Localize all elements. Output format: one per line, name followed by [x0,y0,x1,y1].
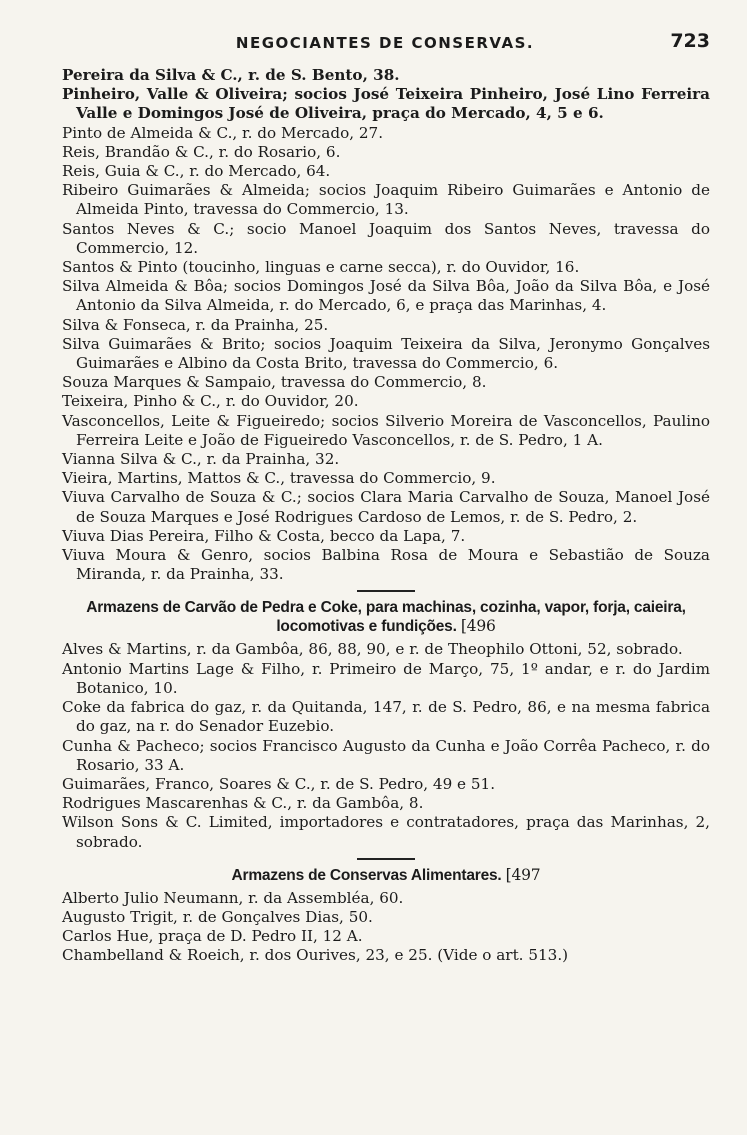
running-title: NEGOCIANTES DE CONSERVAS. [235,34,535,52]
section-conservas-list [62,66,710,584]
list-item: Vianna Silva & C., r. da Prainha, 32. [62,450,340,469]
list-item: Alberto Julio Neumann, r. da Assembléa, 60. [62,888,404,907]
list-item: Teixeira, Pinho & C., r. do Ouvidor, 20. [62,392,359,411]
list-item: Silva Guimarães & Brito; socios Joaquim Teixeira da Silva, Jeronymo Gonçalves Guimarães e Albino da Costa Brito, travessa do Commercio, 6. [62,334,710,373]
list-item: Santos Neves & C.; socio Manoel Joaquim dos Santos Neves, travessa do Commercio, 12. [62,219,710,257]
section-divider [357,590,415,592]
list-item: Guimarães, Franco, Soares & C., r. de S. Pedro, 49 e 51. [62,774,496,793]
list-item: Vasconcellos, Leite & Figueiredo; socios Silverio Moreira de Vasconcellos, Paulino Ferreira Leite e João de Figueiredo Vasconcellos, r. de S. Pedro, 1 A. [62,411,710,449]
article-reference: [496 [460,617,496,636]
list-item: Viuva Dias Pereira, Filho & Costa, becco da Lapa, 7. [62,526,466,545]
list-item: Silva Almeida & Bôa; socios Domingos José da Silva Bôa, João da Silva Bôa, e José Antonio da Silva Almeida, r. do Mercado, 6, e praça das Marinhas, 4. [62,277,710,315]
list-item: Silva & Fonseca, r. da Prainha, 25. [62,315,329,334]
list-item: Alves & Martins, r. da Gambôa, 86, 88, 90, e r. de Theophilo Ottoni, 52, sobrado. [62,640,683,659]
list-item: Antonio Martins Lage & Filho, r. Primeiro de Março, 75, 1º andar, e r. do Jardim Botanico, 10. [62,659,710,697]
list-item: Coke da fabrica do gaz, r. da Quitanda, 147, r. de S. Pedro, 86, e na mesma fabrica do gaz, na r. do Senador Euzebio. [62,698,710,736]
list-item: Augusto Trigit, r. de Gonçalves Dias, 50. [62,907,373,926]
page-header [60,28,710,58]
list-item: Santos & Pinto (toucinho, linguas e carne secca), r. do Ouvidor, 16. [62,258,580,277]
section-heading-text: Armazens de Conservas Alimentares. [231,866,502,884]
section-heading-text: Armazens de Carvão de Pedra e Coke, para machinas, cozinha, vapor, forja, caieira, locomotivas e fundições. [86,599,686,636]
list-item: Cunha & Pacheco; socios Francisco Augusto da Cunha e João Corrêa Pacheco, r. do Rosario, 33 A. [62,736,710,774]
section-carvao-list [62,640,710,851]
list-item: Pinheiro, Valle & Oliveira; socios José Teixeira Pinheiro, José Lino Ferreira Valle e Domingos José de Oliveira, praça do Mercado, 4, 5 e 6. [62,85,710,123]
list-item: Rodrigues Mascarenhas & C., r. da Gambôa, 8. [62,794,424,813]
list-item: Reis, Brandão & C., r. do Rosario, 6. [62,142,341,161]
list-item: Ribeiro Guimarães & Almeida; socios Joaquim Ribeiro Guimarães e Antonio de Almeida Pinto, travessa do Commercio, 13. [62,181,710,219]
list-item: Vieira, Martins, Mattos & C., travessa do Commercio, 9. [62,469,496,488]
list-item: Souza Marques & Sampaio, travessa do Commercio, 8. [62,373,487,392]
list-item: Viuva Carvalho de Souza & C.; socios Clara Maria Carvalho de Souza, Manoel José de Souza Marques e José Rodrigues Cardoso de Lemos, r. de S. Pedro, 2. [62,488,710,526]
list-item: Viuva Moura & Genro, socios Balbina Rosa de Moura e Sebastião de Souza Miranda, r. da Prainha, 33. [62,546,710,584]
list-item: Wilson Sons & C. Limited, importadores e contratadores, praça das Marinhas, 2, sobrado. [62,813,710,851]
list-item: Chambelland & Roeich, r. dos Ourives, 23, e 25. (Vide o art. 513.) [62,946,569,965]
section-divider [357,858,415,860]
section-heading-carvao [62,598,710,636]
article-reference: [497 [505,865,541,884]
list-item: Reis, Guia & C., r. do Mercado, 64. [62,162,331,181]
page-body [62,66,710,966]
page-number: 723 [670,30,710,52]
list-item: Pinto de Almeida & C., r. do Mercado, 27. [62,123,384,142]
section-conservas-alimentares-list [62,889,710,966]
section-heading-conservas-alimentares [62,866,710,885]
list-item: Pereira da Silva & C., r. de S. Bento, 38. [62,66,400,84]
list-item: Carlos Hue, praça de D. Pedro II, 12 A. [62,927,363,946]
